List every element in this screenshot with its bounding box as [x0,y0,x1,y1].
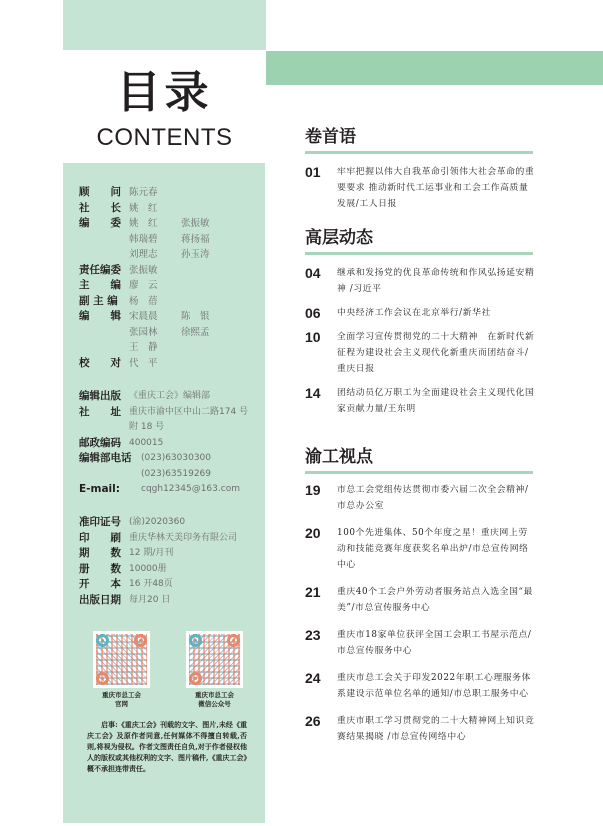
masthead-row [79,263,264,279]
qr-caption-line1: 重庆市总工会 [195,691,234,699]
masthead-values [129,356,181,372]
publisher-row [79,405,264,421]
print-label: 期 数 [79,547,121,559]
page-number: 06 [305,305,321,321]
print-info [79,515,264,608]
toc-section-1 [305,126,535,212]
print-value: 每月20 日 [129,594,171,605]
publisher-value: 400015 [129,437,164,448]
section-divider [305,471,533,474]
article-title: 重庆市18家单位获评全国工会职工书屋示范点/市总宣传服务中心 [337,630,532,656]
toc-entry[interactable] [305,627,535,659]
print-row [79,515,264,531]
section-heading: 高层动态 [305,228,373,248]
toc-entry[interactable] [305,305,535,321]
qr-code-icon [93,631,150,688]
section-divider [305,252,533,255]
qr-wechat-account[interactable] [186,631,243,709]
masthead-values [129,309,264,356]
masthead-label: 社 长 [79,201,121,214]
print-row [79,546,264,562]
masthead-label: 责任编委 [79,263,121,276]
publisher-value[interactable]: cqgh12345@163.com [141,484,240,494]
section-heading: 卷首语 [305,127,356,147]
article-title: 重庆40个工会户外劳动者服务站点入选全国“最美”/市总宣传服务中心 [337,587,534,613]
masthead-name: 韩瑞碧 [129,233,158,245]
toc-entry[interactable] [305,670,535,702]
page-subtitle: CONTENTS [96,124,233,151]
article-title: 继承和发扬党的优良革命传统和作风弘扬延安精神 /习近平 [337,268,535,294]
print-value: 12 期/月刊 [129,548,174,558]
masthead-label: 校 对 [79,356,121,369]
print-value: 重庆华林天美印务有限公司 [129,532,238,543]
masthead-name: 杨 蓓 [129,295,158,307]
page-number: 14 [305,385,321,401]
masthead-name: 廖 云 [129,280,158,291]
qr-code-icon [186,631,243,688]
qr-official-site[interactable] [93,631,150,709]
masthead-name: 孙玉涛 [181,249,210,260]
masthead-name: 张振敏 [129,264,158,276]
article-title: 重庆市总工会关于印发2022年职工心理服务体系建设示范单位名单的通知/市总职工服务中心 [337,673,531,699]
section-heading: 渝工视点 [305,447,373,467]
print-value: 16 开48页 [129,579,173,589]
masthead-values [129,201,181,217]
masthead-label: 副 主 编 [79,294,118,307]
print-value: 10000册 [129,563,167,574]
qr-caption-line1: 重庆市总工会 [102,691,141,699]
publisher-label: 社 址 [79,405,121,418]
masthead-row [79,309,264,356]
page-number: 10 [305,329,321,345]
toc-entry[interactable] [305,265,535,297]
page-title: 目录 [116,67,213,118]
qr-caption-line2: 官网 [115,700,128,708]
masthead-row [79,356,264,372]
publisher-value: 《重庆工会》编辑部 [129,391,211,401]
masthead-name: 张振敏 [181,218,210,229]
masthead-values [129,263,181,279]
toc-entry[interactable] [305,482,535,514]
masthead-row [79,185,264,201]
toc-entry[interactable] [305,713,535,745]
publisher-row [79,436,264,452]
qr-caption-line2: 微信公众号 [198,700,231,708]
print-label: 出版日期 [79,593,121,606]
page-number: 01 [305,164,321,180]
page-number: 26 [305,713,321,729]
print-row [79,593,264,609]
masthead-values [129,216,264,263]
print-row [79,562,264,578]
masthead-name: 王 静 [129,342,158,353]
qr-codes [93,631,243,709]
top-decor-band [266,51,603,85]
page-number: 20 [305,525,321,541]
publisher-row [79,451,264,467]
toc-entry[interactable] [305,584,535,616]
print-label: 册 数 [79,562,121,575]
article-title: 市总工会党组传达贯彻市委六届二次全会精神/市总办公室 [337,485,529,511]
article-title: 全面学习宣传贯彻党的二十大精神 在新时代新征程为建设社会主义现代化新重庆而团结奋斗/重庆日报 [337,332,535,374]
publisher-value: 附 18 号 [129,422,165,432]
print-row [79,531,264,547]
masthead-row [79,216,264,263]
article-title: 团结动员亿万职工为全面建设社会主义现代化国家贡献力量/王东明 [337,388,535,414]
copyright-notice: 启事:《重庆工会》刊载的文字、图片,未经《重庆工会》及原作者同意,任何媒体不得擅自转载,否则,将视为侵权。作者文图责任自负,对于作者侵权他人的版权或其他权利的文字、图片稿件,《重庆工会》概不承担连带责任。 [87,720,247,773]
article-title: 100个先进集体、50个年度之星！重庆网上劳动和技能竞赛年度获奖名单出炉/市总宣传网络中心 [337,528,529,570]
top-decor-box [63,0,266,50]
publisher-row [79,482,264,498]
masthead-name: 宋晨晨 [129,311,158,322]
toc-entry[interactable] [305,329,535,377]
masthead-name: 陈 银 [181,311,210,322]
page-number: 23 [305,627,321,643]
article-title: 牢牢把握以伟大自我革命引领伟大社会革命的重要要求 推动新时代工运事业和工会工作高质量发展/工人日报 [337,167,535,209]
masthead-row [79,201,264,217]
print-label: 开 本 [79,578,121,590]
publisher-label: 编辑部电话 [79,452,132,464]
masthead-values [129,278,181,294]
masthead-values [129,185,181,201]
masthead-list [79,185,264,371]
page-number: 19 [305,482,321,498]
publisher-info [79,389,264,498]
publisher-value: (023)63030300 [141,453,212,463]
toc-section-3 [305,446,535,745]
article-title: 重庆市职工学习贯彻党的二十大精神网上知识竞赛结果揭晓 /市总宣传网络中心 [337,716,535,742]
publisher-row [79,389,264,405]
masthead-label: 编 辑 [79,310,121,322]
masthead-name: 代 平 [129,357,158,369]
publisher-row [79,420,264,436]
publisher-value: (023)63519269 [141,468,212,479]
article-title: 中央经济工作会议在北京举行/新华社 [337,308,491,318]
page-number: 04 [305,265,321,281]
masthead-values [129,294,181,310]
toc-entry[interactable] [305,385,535,417]
publisher-value: 重庆市渝中区中山二路174 号 [129,406,249,417]
masthead-name: 刘理志 [129,249,158,260]
section-divider [305,151,533,154]
publisher-label: 编辑出版 [79,390,121,402]
print-label: 准印证号 [79,516,121,528]
masthead-name: 姚 红 [129,218,158,229]
masthead-label: 顾 问 [79,186,121,198]
masthead-name: 蒋扬福 [181,233,210,245]
print-label: 印 刷 [79,531,121,544]
masthead-label: 主 编 [79,279,121,291]
print-row [79,577,264,593]
publisher-label: E-mail: [79,483,120,495]
masthead-name: 张园林 [129,326,158,338]
masthead-row [79,294,264,310]
masthead-name: 姚 红 [129,202,158,214]
publisher-row [79,467,264,483]
print-value: (渝)2020360 [129,517,186,527]
masthead-name: 陈元春 [129,187,158,198]
page-number: 21 [305,584,321,600]
masthead-row [79,278,264,294]
publisher-label: 邮政编码 [79,436,121,449]
toc-entry[interactable] [305,164,535,212]
toc-section-2 [305,227,535,417]
masthead-panel [63,163,265,823]
masthead-label: 编 委 [79,217,121,229]
toc-entry[interactable] [305,525,535,573]
masthead-name: 徐熙孟 [181,326,210,338]
page-number: 24 [305,670,321,686]
